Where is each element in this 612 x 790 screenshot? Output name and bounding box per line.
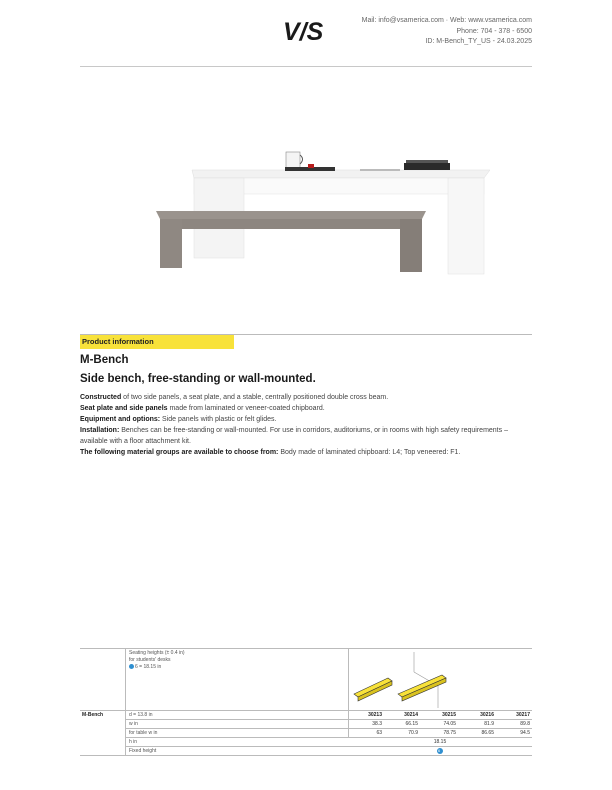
header-divider bbox=[80, 66, 532, 67]
spec-table bbox=[80, 648, 532, 756]
seating-note: Seating heights (± 0.4 in) for students' desks 6 = 18.15 in bbox=[129, 650, 185, 670]
table-width-value: 78.75 bbox=[443, 730, 456, 736]
article-code: 30216 bbox=[480, 712, 494, 718]
product-title: M-Bench bbox=[80, 354, 129, 366]
article-code: 30214 bbox=[404, 712, 418, 718]
id-line: ID: M-Bench_TY_US - 24.03.2025 bbox=[425, 38, 532, 45]
marker-dot-icon bbox=[129, 664, 134, 669]
article-code: 30217 bbox=[516, 712, 530, 718]
article-code: 30213 bbox=[368, 712, 382, 718]
contact-block bbox=[362, 16, 532, 48]
width-label: w in bbox=[129, 721, 138, 727]
table-width-value: 94.5 bbox=[520, 730, 530, 736]
product-subtitle: Side bench, free-standing or wall-mounted. bbox=[80, 373, 316, 385]
table-width-value: 63 bbox=[376, 730, 382, 736]
description-line: Equipment and options: Side panels with plastic or felt glides. bbox=[80, 416, 277, 423]
description-line: The following material groups are available to choose from: Body made of laminated chipboard: L4; Top veneered: F1. bbox=[80, 449, 461, 456]
table-width-label: for table w in bbox=[129, 730, 158, 736]
table-width-value: 70.9 bbox=[408, 730, 418, 736]
width-value: 81.9 bbox=[484, 721, 494, 727]
description-line: Seat plate and side panels made from laminated or veneer-coated chipboard. bbox=[80, 405, 325, 412]
table-width-value: 86.65 bbox=[481, 730, 494, 736]
product-description bbox=[80, 392, 532, 458]
product-photo bbox=[150, 140, 490, 275]
fixed-height-marker-label: 6 bbox=[438, 748, 441, 753]
height-value: 18.15 bbox=[433, 739, 447, 745]
contact-line: Mail: info@vsamerica.com · Web: www.vsamerica.com bbox=[361, 17, 532, 24]
fixed-height-label: Fixed height bbox=[129, 748, 157, 754]
depth-label: d = 13.8 in bbox=[129, 712, 153, 718]
width-value: 38.3 bbox=[372, 721, 382, 727]
bench-drawings bbox=[350, 652, 530, 708]
description-line: Installation: Benches can be free-standing or wall-mounted. For use in corridors, auditoriums, or in rooms with high safety requirements – available with a floor attachment kit. bbox=[80, 427, 508, 445]
width-value: 89.8 bbox=[520, 721, 530, 727]
bench-drawing-large bbox=[398, 675, 446, 697]
height-label: h in bbox=[129, 739, 138, 745]
logo-text: V/S bbox=[283, 18, 324, 44]
description-line: Constructed of two side panels, a seat plate, and a stable, centrally positioned double cross beam. bbox=[80, 394, 389, 401]
vs-logo bbox=[283, 18, 329, 44]
phone-line: Phone: 704 - 378 - 6500 bbox=[456, 27, 532, 35]
width-value: 66.15 bbox=[405, 721, 418, 727]
mug-icon bbox=[286, 152, 300, 168]
width-value: 74.05 bbox=[443, 721, 456, 727]
article-code: 30215 bbox=[442, 712, 456, 718]
product-name-cell: M-Bench bbox=[82, 712, 104, 718]
product-info-badge: Product information bbox=[80, 335, 234, 349]
